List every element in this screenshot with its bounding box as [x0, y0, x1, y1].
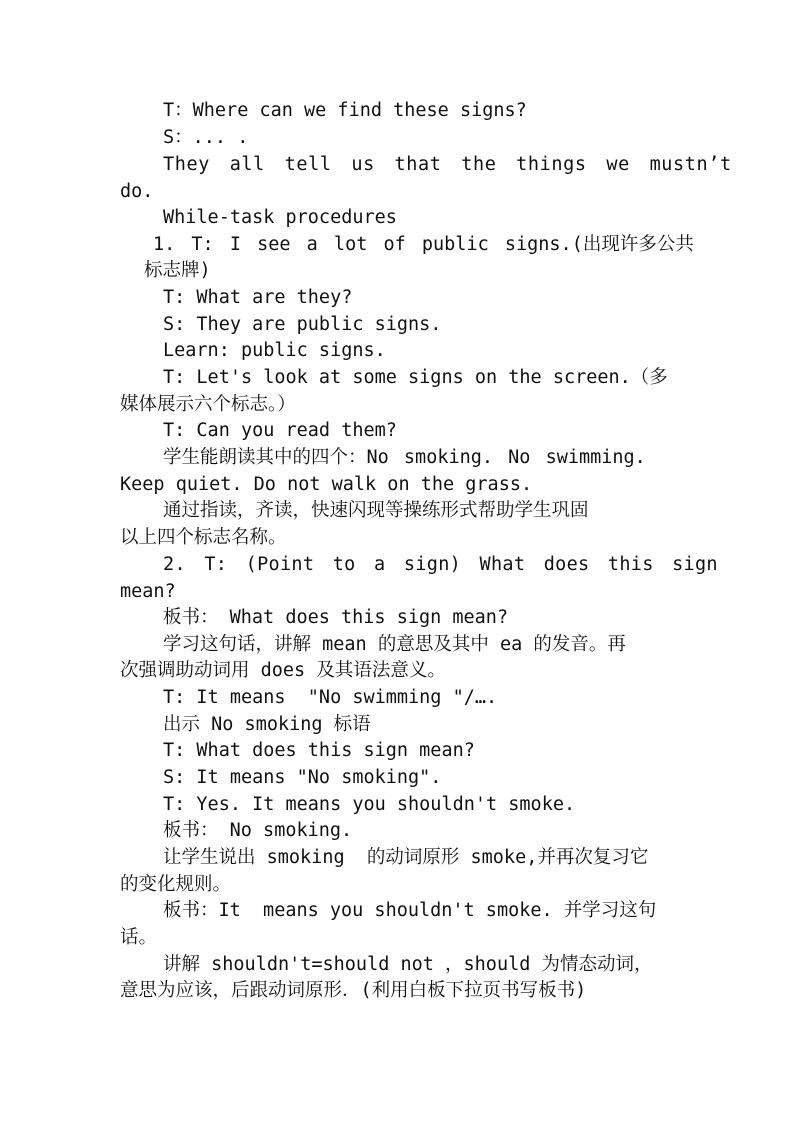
text-line: 话。 [120, 927, 158, 948]
text-line: 板书：It means you shouldn't smoke. 并学习这句 [163, 900, 657, 921]
text-line: 板书： What does this sign mean? [163, 607, 509, 628]
text-line: 板书： No smoking. [163, 820, 353, 841]
text-line: 标志牌) [144, 260, 211, 281]
text-line: 出示 No smoking 标语 [163, 714, 371, 735]
text-line: T: Can you read them? [163, 420, 397, 441]
text-line: 1. T: I see a lot of public signs.(出现许多公共 [153, 234, 694, 255]
text-line: 2. T: (Point to a sign) What does this sign [163, 554, 718, 575]
text-line: T: It means "No swimming "/…. [163, 687, 498, 708]
text-line: 的变化规则。 [120, 874, 232, 895]
text-line: T: What does this sign mean? [163, 740, 475, 761]
text-line: T：Where can we find these signs? [163, 100, 527, 121]
text-line: They all tell us that the things we mustn’t [163, 154, 732, 175]
text-line: 学习这句话，讲解 mean 的意思及其中 ea 的发音。再 [163, 634, 626, 655]
text-line: do. [120, 181, 154, 202]
text-line: 通过指读，齐读，快速闪现等操练形式帮助学生巩固 [163, 500, 589, 521]
text-line: 让学生说出 smoking 的动词原形 smoke,并再次复习它 [163, 847, 649, 868]
text-line: T: Yes. It means you shouldn't smoke. [163, 794, 576, 815]
text-line: mean? [120, 581, 176, 602]
text-line: S: It means "No smoking". [163, 767, 442, 788]
text-line: 以上四个标志名称。 [120, 527, 287, 548]
text-line: T: What are they? [163, 287, 353, 308]
text-line: Learn: public signs. [163, 340, 386, 361]
text-line: S: They are public signs. [163, 314, 442, 335]
text-line: 意思为应该，后跟动词原形．(利用白板下拉页书写板书) [120, 980, 587, 1001]
text-line: 次强调助动词用 does 及其语法意义。 [120, 660, 446, 681]
text-line: 学生能朗读其中的四个：No smoking. No swimming. [163, 447, 646, 468]
text-line: Keep quiet. Do not walk on the grass. [120, 474, 533, 495]
text-line: 讲解 shouldn't=should not ，should 为情态动词， [163, 954, 653, 975]
section-heading: While-task procedures [163, 207, 397, 228]
text-line: 媒体展示六个标志。） [120, 394, 296, 415]
text-line: T: Let's look at some signs on the screen.（多 [163, 367, 668, 388]
text-line: S：... . [163, 127, 249, 148]
